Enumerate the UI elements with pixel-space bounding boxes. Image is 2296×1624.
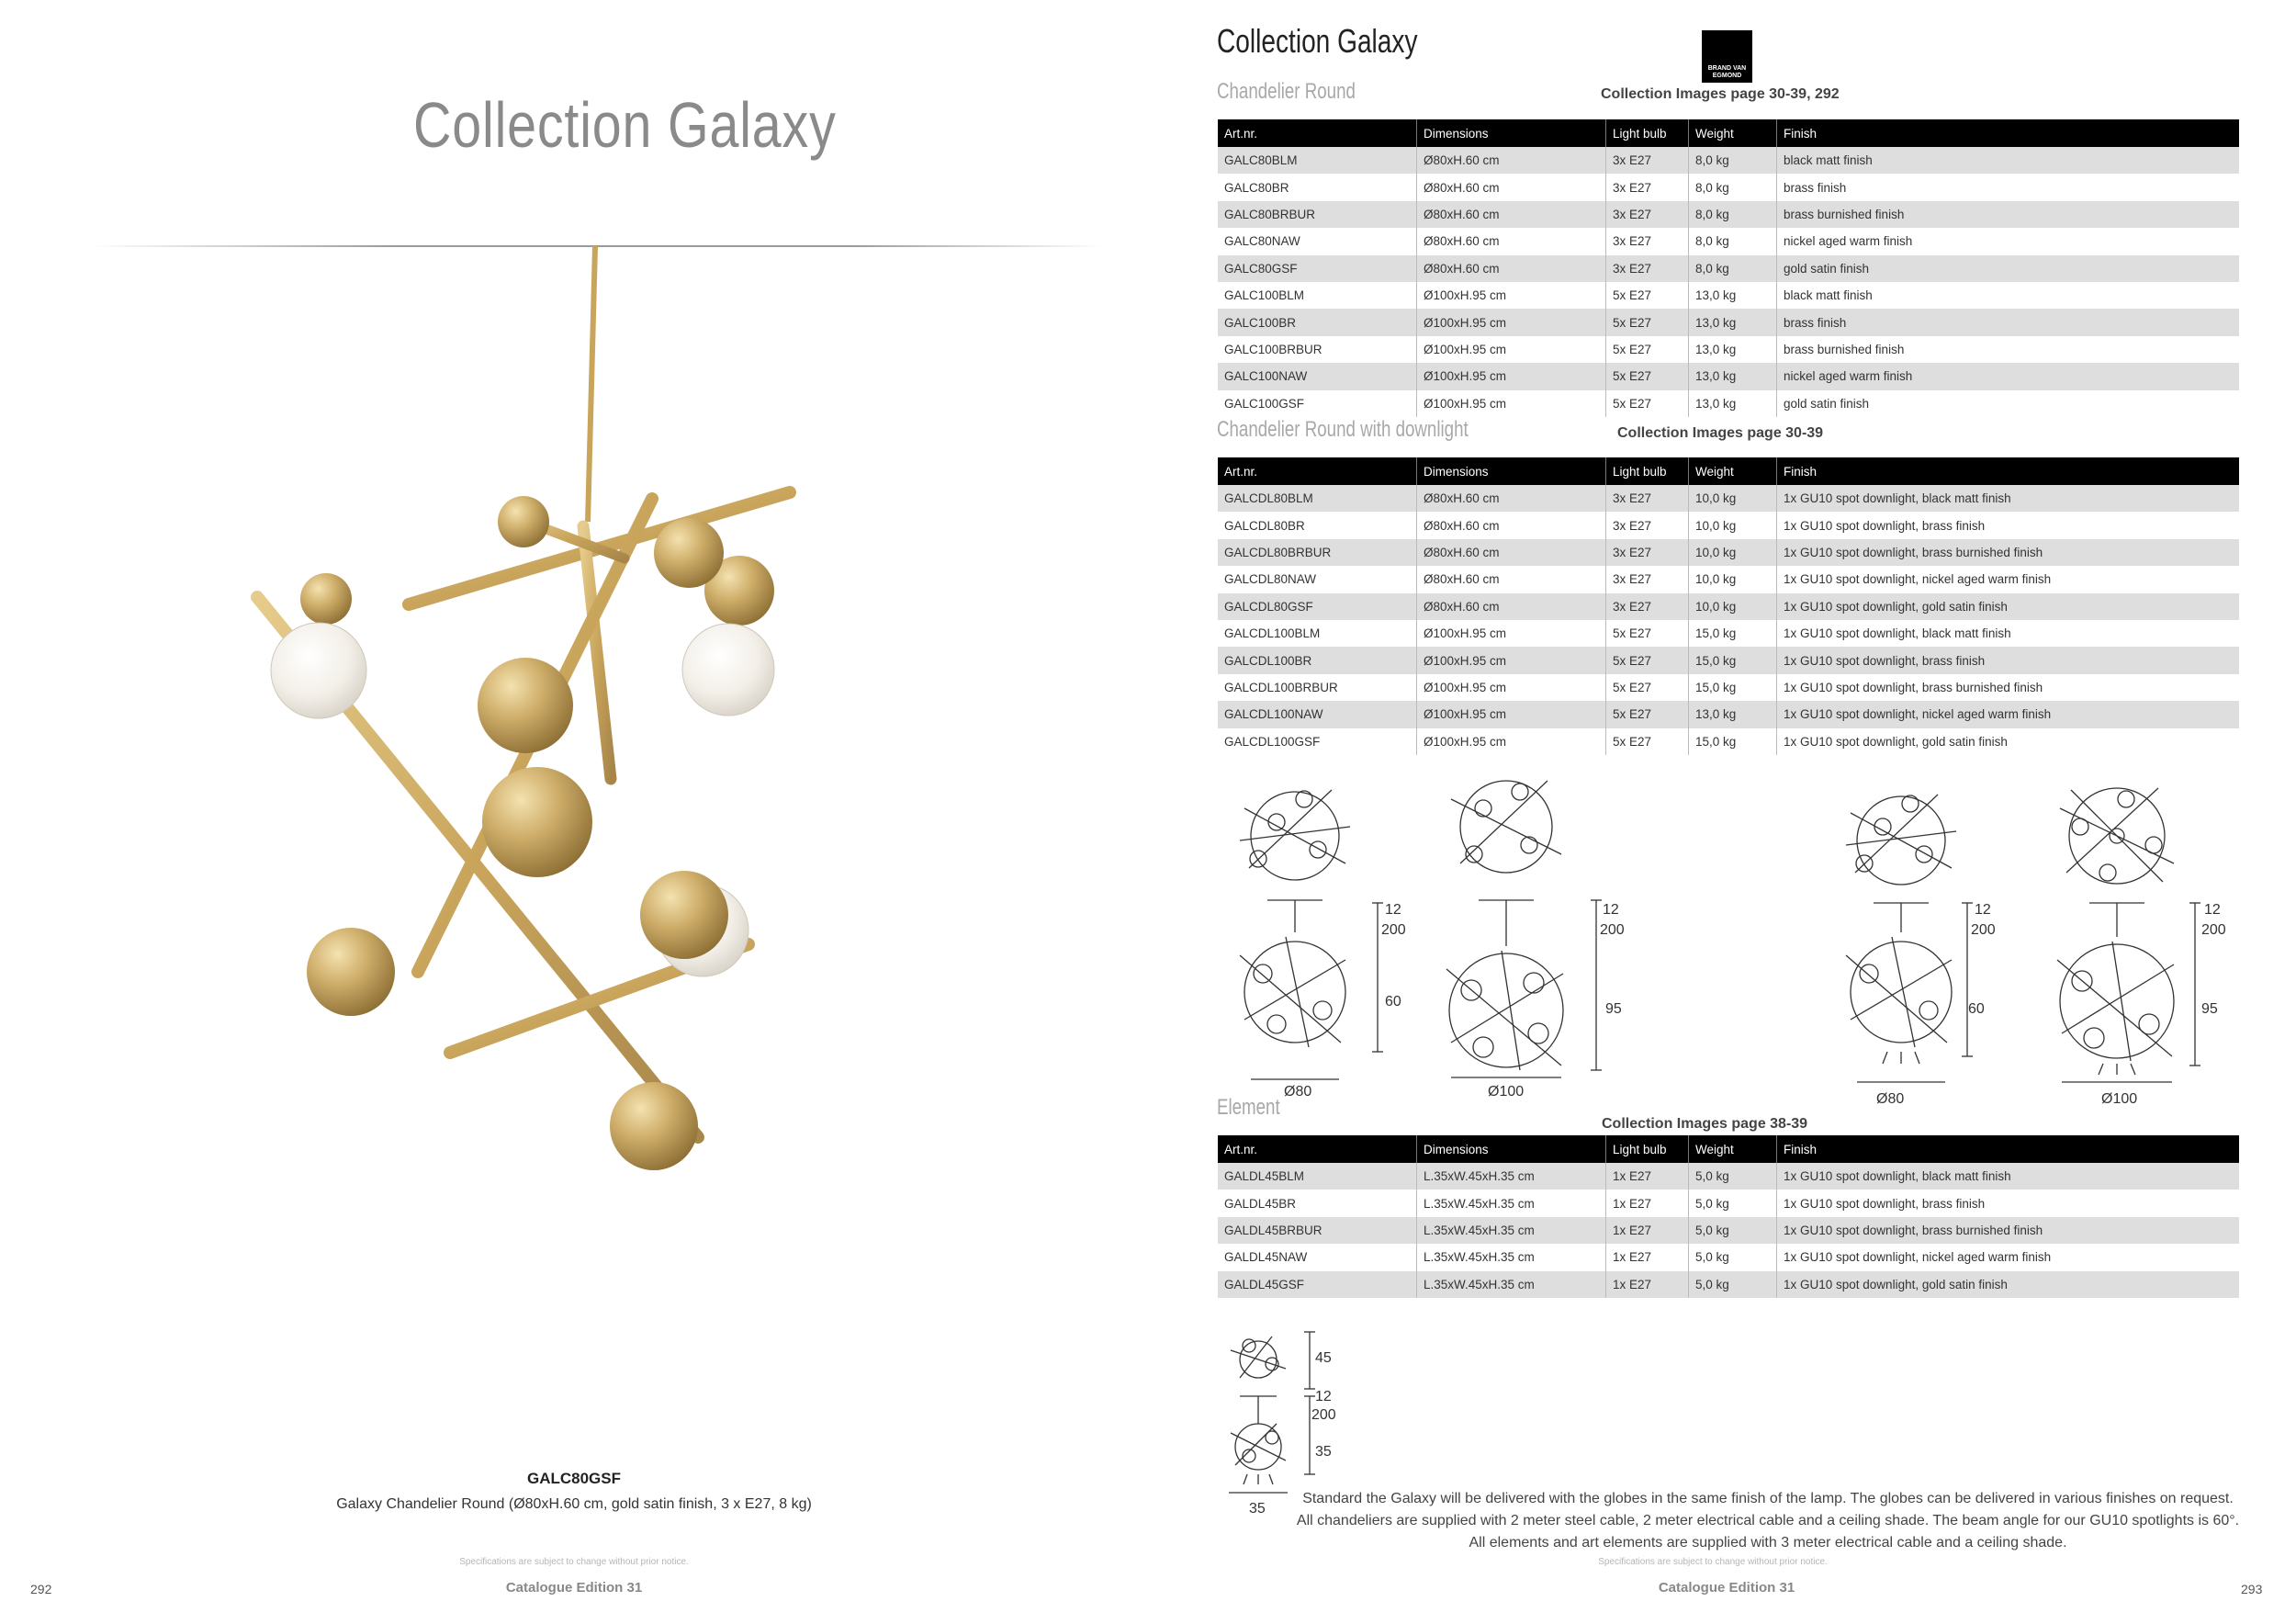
cell-light-bulb: 3x E27 bbox=[1606, 228, 1689, 254]
cell-finish: 1x GU10 spot downlight, brass finish bbox=[1777, 512, 2240, 538]
spec-notice-left: Specifications are subject to change without prior notice. bbox=[459, 1557, 689, 1567]
table-row bbox=[1218, 147, 2239, 174]
cell-light-bulb: 3x E27 bbox=[1606, 512, 1689, 538]
cell-dimensions: Ø80xH.60 cm bbox=[1417, 539, 1606, 566]
cell-finish: gold satin finish bbox=[1777, 390, 2240, 417]
left-page-title: Collection Galaxy bbox=[413, 89, 837, 161]
cell-light-bulb: 1x E27 bbox=[1606, 1163, 1689, 1190]
cell-weight: 13,0 kg bbox=[1689, 701, 1777, 727]
dim-width: Ø80 bbox=[1876, 1091, 1905, 1107]
cell-artnr: GALC80BLM bbox=[1218, 147, 1417, 174]
note-line: All elements and art elements are supplied with 3 meter electrical cable and a ceiling shade. bbox=[1469, 1535, 2067, 1551]
table-row bbox=[1218, 174, 2239, 200]
cell-finish: 1x GU10 spot downlight, gold satin finish bbox=[1777, 1271, 2240, 1298]
col-header-finish: Finish bbox=[1777, 1135, 2240, 1163]
cell-dimensions: Ø80xH.60 cm bbox=[1417, 201, 1606, 228]
cell-dimensions: L.35xW.45xH.35 cm bbox=[1417, 1163, 1606, 1190]
cell-dimensions: L.35xW.45xH.35 cm bbox=[1417, 1217, 1606, 1244]
cell-finish: gold satin finish bbox=[1777, 255, 2240, 282]
cell-light-bulb: 3x E27 bbox=[1606, 539, 1689, 566]
cell-weight: 8,0 kg bbox=[1689, 255, 1777, 282]
cell-light-bulb: 3x E27 bbox=[1606, 174, 1689, 200]
page-number-left: 292 bbox=[30, 1582, 52, 1596]
cell-finish: black matt finish bbox=[1777, 282, 2240, 309]
table-row bbox=[1218, 701, 2239, 727]
table-row bbox=[1218, 620, 2239, 647]
cell-finish: nickel aged warm finish bbox=[1777, 228, 2240, 254]
cell-artnr: GALDL45BR bbox=[1218, 1190, 1417, 1216]
cell-finish: 1x GU10 spot downlight, gold satin finish bbox=[1777, 728, 2240, 755]
cell-weight: 10,0 kg bbox=[1689, 566, 1777, 592]
dim-top: 12 bbox=[1603, 902, 1619, 918]
cell-artnr: GALCDL100GSF bbox=[1218, 728, 1417, 755]
col-header-artnr: Art.nr. bbox=[1218, 457, 1417, 485]
dim-width: Ø100 bbox=[2101, 1091, 2138, 1107]
cell-weight: 13,0 kg bbox=[1689, 309, 1777, 335]
cell-artnr: GALDL45GSF bbox=[1218, 1271, 1417, 1298]
section-title-element: Element bbox=[1217, 1095, 1280, 1120]
dim-element-height: 45 bbox=[1315, 1350, 1332, 1366]
cell-finish: black matt finish bbox=[1777, 147, 2240, 174]
cell-weight: 8,0 kg bbox=[1689, 228, 1777, 254]
cell-dimensions: L.35xW.45xH.35 cm bbox=[1417, 1190, 1606, 1216]
dim-width: Ø100 bbox=[1488, 1084, 1525, 1100]
brand-logo bbox=[1702, 30, 1752, 83]
cell-light-bulb: 1x E27 bbox=[1606, 1244, 1689, 1270]
table-row bbox=[1218, 539, 2239, 566]
col-header-dimensions: Dimensions bbox=[1417, 119, 1606, 147]
cell-finish: 1x GU10 spot downlight, black matt finish bbox=[1777, 485, 2240, 512]
cell-dimensions: Ø80xH.60 cm bbox=[1417, 566, 1606, 592]
table-row bbox=[1218, 282, 2239, 309]
table-row bbox=[1218, 255, 2239, 282]
cell-finish: brass burnished finish bbox=[1777, 336, 2240, 363]
table-row bbox=[1218, 1244, 2239, 1270]
cell-artnr: GALCDL80BLM bbox=[1218, 485, 1417, 512]
brand-logo-text: BRAND VAN EGMOND bbox=[1707, 65, 1747, 79]
cell-light-bulb: 3x E27 bbox=[1606, 593, 1689, 620]
cell-artnr: GALCDL100NAW bbox=[1218, 701, 1417, 727]
cell-light-bulb: 5x E27 bbox=[1606, 620, 1689, 647]
page-number-right: 293 bbox=[2241, 1582, 2263, 1596]
cell-dimensions: Ø80xH.60 cm bbox=[1417, 147, 1606, 174]
cell-finish: 1x GU10 spot downlight, brass finish bbox=[1777, 1190, 2240, 1216]
cell-finish: 1x GU10 spot downlight, brass burnished finish bbox=[1777, 674, 2240, 701]
dim-cable: 200 bbox=[1381, 922, 1406, 938]
collection-images-ref: Collection Images page 30-39 bbox=[1617, 425, 1824, 441]
cell-weight: 5,0 kg bbox=[1689, 1271, 1777, 1298]
cell-dimensions: Ø80xH.60 cm bbox=[1417, 512, 1606, 538]
cell-dimensions: Ø100xH.95 cm bbox=[1417, 620, 1606, 647]
cell-artnr: GALCDL100BRBUR bbox=[1218, 674, 1417, 701]
dim-top: 12 bbox=[1975, 902, 1991, 918]
cell-dimensions: Ø100xH.95 cm bbox=[1417, 336, 1606, 363]
cell-light-bulb: 3x E27 bbox=[1606, 201, 1689, 228]
cell-artnr: GALC80GSF bbox=[1218, 255, 1417, 282]
cell-artnr: GALCDL80BR bbox=[1218, 512, 1417, 538]
cell-weight: 13,0 kg bbox=[1689, 282, 1777, 309]
cell-finish: 1x GU10 spot downlight, nickel aged warm finish bbox=[1777, 701, 2240, 727]
dim-cable: 200 bbox=[1600, 922, 1625, 938]
dim-height: 60 bbox=[1968, 1001, 1985, 1017]
cell-light-bulb: 5x E27 bbox=[1606, 363, 1689, 389]
note-line: All chandeliers are supplied with 2 meter steel cable, 2 meter electrical cable and a ceiling shade. The beam angle for our GU10 spotlights is 60°. bbox=[1296, 1513, 2240, 1528]
table-row bbox=[1218, 1190, 2239, 1216]
dim-cable: 200 bbox=[2201, 922, 2226, 938]
cell-weight: 8,0 kg bbox=[1689, 174, 1777, 200]
cell-artnr: GALCDL80BRBUR bbox=[1218, 539, 1417, 566]
col-header-weight: Weight bbox=[1689, 1135, 1777, 1163]
caption-article-code: GALC80GSF bbox=[526, 1470, 622, 1487]
col-header-finish: Finish bbox=[1777, 457, 2240, 485]
cell-dimensions: L.35xW.45xH.35 cm bbox=[1417, 1244, 1606, 1270]
cell-weight: 8,0 kg bbox=[1689, 201, 1777, 228]
chandelier-photo bbox=[239, 246, 937, 1220]
cell-weight: 5,0 kg bbox=[1689, 1163, 1777, 1190]
col-header-light-bulb: Light bulb bbox=[1606, 1135, 1689, 1163]
table-row bbox=[1218, 309, 2239, 335]
cell-light-bulb: 5x E27 bbox=[1606, 390, 1689, 417]
table-row bbox=[1218, 228, 2239, 254]
cell-artnr: GALC100NAW bbox=[1218, 363, 1417, 389]
delivery-note bbox=[1267, 1488, 2268, 1554]
cell-weight: 10,0 kg bbox=[1689, 593, 1777, 620]
spec-table-chandelier-round bbox=[1218, 119, 2239, 417]
cell-artnr: GALCDL80GSF bbox=[1218, 593, 1417, 620]
cell-finish: 1x GU10 spot downlight, brass burnished finish bbox=[1777, 539, 2240, 566]
cell-artnr: GALC80NAW bbox=[1218, 228, 1417, 254]
cell-finish: 1x GU10 spot downlight, brass burnished finish bbox=[1777, 1217, 2240, 1244]
table-row bbox=[1218, 593, 2239, 620]
cell-weight: 5,0 kg bbox=[1689, 1190, 1777, 1216]
table-row bbox=[1218, 336, 2239, 363]
cell-light-bulb: 3x E27 bbox=[1606, 566, 1689, 592]
dim-height: 35 bbox=[1315, 1444, 1332, 1460]
cell-weight: 13,0 kg bbox=[1689, 390, 1777, 417]
caption-description: Galaxy Chandelier Round (Ø80xH.60 cm, gold satin finish, 3 x E27, 8 kg) bbox=[336, 1496, 812, 1512]
cell-dimensions: Ø100xH.95 cm bbox=[1417, 309, 1606, 335]
dim-width: 35 bbox=[1249, 1501, 1266, 1517]
cell-weight: 15,0 kg bbox=[1689, 647, 1777, 673]
footer-edition-right: Catalogue Edition 31 bbox=[1658, 1580, 1795, 1596]
spec-notice-right: Specifications are subject to change without prior notice. bbox=[1598, 1557, 1828, 1567]
col-header-light-bulb: Light bulb bbox=[1606, 119, 1689, 147]
cell-artnr: GALCDL80NAW bbox=[1218, 566, 1417, 592]
table-row bbox=[1218, 363, 2239, 389]
col-header-light-bulb: Light bulb bbox=[1606, 457, 1689, 485]
cell-dimensions: Ø100xH.95 cm bbox=[1417, 282, 1606, 309]
col-header-weight: Weight bbox=[1689, 119, 1777, 147]
cell-weight: 15,0 kg bbox=[1689, 620, 1777, 647]
cell-finish: 1x GU10 spot downlight, gold satin finish bbox=[1777, 593, 2240, 620]
cell-light-bulb: 5x E27 bbox=[1606, 336, 1689, 363]
cell-dimensions: Ø80xH.60 cm bbox=[1417, 485, 1606, 512]
dim-cable: 200 bbox=[1971, 922, 1996, 938]
cell-artnr: GALC100BRBUR bbox=[1218, 336, 1417, 363]
cell-light-bulb: 1x E27 bbox=[1606, 1217, 1689, 1244]
cell-weight: 10,0 kg bbox=[1689, 485, 1777, 512]
cell-finish: 1x GU10 spot downlight, nickel aged warm finish bbox=[1777, 1244, 2240, 1270]
dim-height: 95 bbox=[1605, 1001, 1622, 1017]
cell-finish: nickel aged warm finish bbox=[1777, 363, 2240, 389]
cell-light-bulb: 5x E27 bbox=[1606, 309, 1689, 335]
table-row bbox=[1218, 512, 2239, 538]
table-row bbox=[1218, 1271, 2239, 1298]
cell-artnr: GALDL45BRBUR bbox=[1218, 1217, 1417, 1244]
cell-dimensions: Ø80xH.60 cm bbox=[1417, 228, 1606, 254]
cell-light-bulb: 3x E27 bbox=[1606, 255, 1689, 282]
cell-artnr: GALDL45BLM bbox=[1218, 1163, 1417, 1190]
dim-top: 12 bbox=[1315, 1389, 1332, 1404]
cell-finish: 1x GU10 spot downlight, black matt finish bbox=[1777, 1163, 2240, 1190]
table-row bbox=[1218, 1163, 2239, 1190]
cell-light-bulb: 5x E27 bbox=[1606, 728, 1689, 755]
right-page-title: Collection Galaxy bbox=[1217, 22, 1418, 60]
col-header-artnr: Art.nr. bbox=[1218, 1135, 1417, 1163]
collection-images-ref: Collection Images page 38-39 bbox=[1602, 1116, 1808, 1132]
cell-dimensions: L.35xW.45xH.35 cm bbox=[1417, 1271, 1606, 1298]
cell-dimensions: Ø100xH.95 cm bbox=[1417, 363, 1606, 389]
table-row bbox=[1218, 728, 2239, 755]
cell-dimensions: Ø80xH.60 cm bbox=[1417, 255, 1606, 282]
cell-light-bulb: 1x E27 bbox=[1606, 1190, 1689, 1216]
cell-light-bulb: 3x E27 bbox=[1606, 485, 1689, 512]
cell-dimensions: Ø100xH.95 cm bbox=[1417, 701, 1606, 727]
table-row bbox=[1218, 1217, 2239, 1244]
section-title-chandelier-downlight: Chandelier Round with downlight bbox=[1217, 417, 1469, 442]
cell-finish: brass burnished finish bbox=[1777, 201, 2240, 228]
col-header-dimensions: Dimensions bbox=[1417, 457, 1606, 485]
cell-light-bulb: 1x E27 bbox=[1606, 1271, 1689, 1298]
spec-table-element bbox=[1218, 1135, 2239, 1298]
note-line: Standard the Galaxy will be delivered with the globes in the same finish of the lamp. The globes can be delivered in various finishes on request. bbox=[1302, 1491, 2234, 1506]
cell-artnr: GALC80BRBUR bbox=[1218, 201, 1417, 228]
cell-light-bulb: 3x E27 bbox=[1606, 147, 1689, 174]
cell-weight: 10,0 kg bbox=[1689, 512, 1777, 538]
footer-edition-left: Catalogue Edition 31 bbox=[505, 1580, 643, 1596]
cell-finish: brass finish bbox=[1777, 174, 2240, 200]
cell-weight: 5,0 kg bbox=[1689, 1244, 1777, 1270]
col-header-artnr: Art.nr. bbox=[1218, 119, 1417, 147]
cell-dimensions: Ø100xH.95 cm bbox=[1417, 728, 1606, 755]
cell-light-bulb: 5x E27 bbox=[1606, 647, 1689, 673]
table-row bbox=[1218, 201, 2239, 228]
cell-weight: 15,0 kg bbox=[1689, 728, 1777, 755]
dim-width: Ø80 bbox=[1284, 1084, 1312, 1100]
spec-table-chandelier-downlight bbox=[1218, 457, 2239, 755]
cell-weight: 13,0 kg bbox=[1689, 336, 1777, 363]
table-row bbox=[1218, 390, 2239, 417]
cell-artnr: GALC80BR bbox=[1218, 174, 1417, 200]
cell-weight: 10,0 kg bbox=[1689, 539, 1777, 566]
cell-dimensions: Ø80xH.60 cm bbox=[1417, 174, 1606, 200]
cell-artnr: GALCDL100BR bbox=[1218, 647, 1417, 673]
cell-dimensions: Ø100xH.95 cm bbox=[1417, 674, 1606, 701]
section-title-chandelier-round: Chandelier Round bbox=[1217, 79, 1356, 104]
cell-artnr: GALCDL100BLM bbox=[1218, 620, 1417, 647]
cell-dimensions: Ø100xH.95 cm bbox=[1417, 647, 1606, 673]
dim-height: 60 bbox=[1385, 994, 1401, 1009]
cell-artnr: GALC100GSF bbox=[1218, 390, 1417, 417]
cell-finish: 1x GU10 spot downlight, nickel aged warm finish bbox=[1777, 566, 2240, 592]
cell-artnr: GALDL45NAW bbox=[1218, 1244, 1417, 1270]
cell-finish: brass finish bbox=[1777, 309, 2240, 335]
cell-light-bulb: 5x E27 bbox=[1606, 674, 1689, 701]
table-row bbox=[1218, 485, 2239, 512]
dim-top: 12 bbox=[1385, 902, 1401, 918]
cell-weight: 5,0 kg bbox=[1689, 1217, 1777, 1244]
table-row bbox=[1218, 566, 2239, 592]
cell-dimensions: Ø80xH.60 cm bbox=[1417, 593, 1606, 620]
cell-finish: 1x GU10 spot downlight, black matt finish bbox=[1777, 620, 2240, 647]
col-header-finish: Finish bbox=[1777, 119, 2240, 147]
table-row bbox=[1218, 674, 2239, 701]
cell-weight: 8,0 kg bbox=[1689, 147, 1777, 174]
cell-dimensions: Ø100xH.95 cm bbox=[1417, 390, 1606, 417]
cell-finish: 1x GU10 spot downlight, brass finish bbox=[1777, 647, 2240, 673]
collection-images-ref: Collection Images page 30-39, 292 bbox=[1601, 86, 1840, 102]
dim-height: 95 bbox=[2201, 1001, 2218, 1017]
cell-artnr: GALC100BLM bbox=[1218, 282, 1417, 309]
cell-light-bulb: 5x E27 bbox=[1606, 282, 1689, 309]
cell-weight: 13,0 kg bbox=[1689, 363, 1777, 389]
dim-top: 12 bbox=[2204, 902, 2221, 918]
cell-light-bulb: 5x E27 bbox=[1606, 701, 1689, 727]
technical-drawings bbox=[1221, 772, 2268, 1121]
col-header-dimensions: Dimensions bbox=[1417, 1135, 1606, 1163]
col-header-weight: Weight bbox=[1689, 457, 1777, 485]
cell-artnr: GALC100BR bbox=[1218, 309, 1417, 335]
table-row bbox=[1218, 647, 2239, 673]
dim-cable: 200 bbox=[1311, 1407, 1336, 1423]
cell-weight: 15,0 kg bbox=[1689, 674, 1777, 701]
